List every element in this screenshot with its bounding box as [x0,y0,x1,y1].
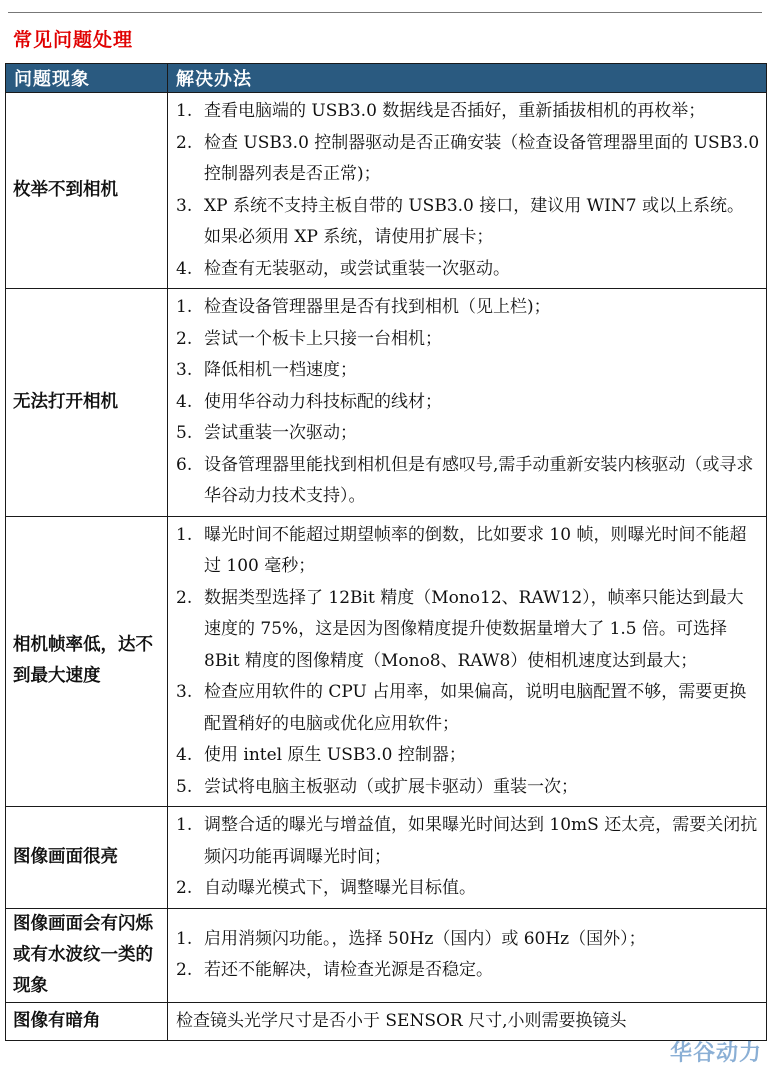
step-text: 曝光时间不能超过期望帧率的倒数，比如要求 10 帧，则曝光时间不能超过 100 毫秒； [204,524,747,576]
step-item [176,254,760,286]
step-text: 数据类型选择了 12Bit 精度（Mono12、RAW12），帧率只能达到最大速度的 75%，这是因为图像精度提升使数据量增大了 1.5 倍。可选择 8Bit 精度的图像精度（Mono8、RAW8）使相机速度达到最大； [204,587,744,671]
step-item [176,450,760,513]
step-text: 使用 intel 原生 USB3.0 控制器； [204,745,466,765]
step-text: 尝试将电脑主板驱动（或扩展卡驱动）重装一次； [204,776,578,797]
step-list [176,292,760,513]
solution-cell [168,93,767,289]
solution-cell [168,807,767,909]
solution-cell [168,289,767,517]
step-number: 1. [176,297,193,317]
solution-cell [168,908,767,1002]
step-item [176,128,760,191]
faq-table [5,63,767,1041]
step-number: 2. [176,587,193,608]
section-title: 常见问题处理 [13,29,134,51]
table-header-row [6,64,767,93]
problem-cell: 枚举不到相机 [6,93,168,289]
step-number: 5. [176,776,193,797]
step-item [176,955,760,987]
solution-cell [168,1002,767,1040]
step-number: 1. [176,101,193,121]
header-solution: 解决办法 [168,64,767,93]
step-number: 2. [176,132,193,153]
step-text: 检查设备管理器里是否有找到相机（见上栏)； [204,297,551,317]
step-text: 降低相机一档速度； [204,360,357,380]
step-item [176,418,760,450]
step-text: 启用消频闪功能。，选择 50Hz（国内）或 60Hz（国外）； [204,928,646,949]
step-number: 4. [176,258,193,279]
step-item [176,873,760,905]
step-number: 1. [176,928,193,949]
table-row [6,289,767,517]
step-item [176,810,760,873]
table-row [6,93,767,289]
step-text: 若还不能解决，请检查光源是否稳定。 [204,960,493,980]
step-number: 2. [176,328,193,349]
problem-cell: 图像有暗角 [6,1002,168,1040]
step-list [176,520,760,804]
step-number: 3. [176,682,193,702]
step-item [176,740,760,772]
step-item [176,772,760,804]
table-row [6,1002,767,1040]
step-item [176,292,760,324]
step-item [176,677,760,740]
step-number: 1. [176,815,193,835]
table-row [6,908,767,1002]
problem-cell: 无法打开相机 [6,289,168,517]
step-text: 自动曝光模式下，调整曝光目标值。 [204,878,476,898]
step-text: 检查应用软件的 CPU 占用率，如果偏高，说明电脑配置不够，需要更换配置稍好的电脑或优化应用软件； [204,682,747,734]
step-number: 4. [176,745,193,765]
step-text: 使用华谷动力科技标配的线材； [204,391,442,412]
brand-watermark: 华谷动力 [669,1041,762,1066]
step-number: 2. [176,878,193,898]
step-list [176,924,760,987]
step-text: 查看电脑端的 USB3.0 数据线是否插好，重新插拔相机的再枚举； [204,101,706,121]
top-divider [8,12,762,13]
table-row [6,807,767,909]
step-text: 尝试重装一次驱动； [204,423,357,443]
step-number: 4. [176,391,193,412]
step-number: 6. [176,454,193,475]
step-list [176,810,760,905]
step-item [176,520,760,583]
step-item [176,96,760,128]
step-item [176,191,760,254]
problem-cell: 图像画面会有闪烁或有水波纹一类的现象 [6,908,168,1002]
step-number: 3. [176,195,193,216]
step-text: 尝试一个板卡上只接一台相机； [204,328,442,349]
step-item [176,355,760,387]
step-number: 1. [176,524,193,545]
step-text: 检查有无装驱动，或尝试重装一次驱动。 [204,258,510,279]
step-list [176,96,760,285]
step-text: XP 系统不支持主板自带的 USB3.0 接口，建议用 WIN7 或以上系统。如果必须用 XP 系统，请使用扩展卡； [204,195,744,247]
solution-cell [168,516,767,807]
step-item [176,924,760,956]
problem-cell: 图像画面很亮 [6,807,168,909]
step-text: 检查 USB3.0 控制器驱动是否正确安装（检查设备管理器里面的 USB3.0 控制器列表是否正常)； [204,132,760,184]
solution-text: 检查镜头光学尺寸是否小于 SENSOR 尺寸,小则需要换镜头 [176,1010,627,1031]
step-text: 调整合适的曝光与增益值，如果曝光时间达到 10mS 还太亮，需要关闭抗频闪功能再调曝光时间； [204,815,758,867]
step-number: 2. [176,960,193,980]
step-item [176,387,760,419]
step-number: 5. [176,423,193,443]
header-problem: 问题现象 [6,64,168,93]
step-number: 3. [176,360,193,380]
step-item [176,583,760,678]
table-row [6,516,767,807]
step-item [176,324,760,356]
problem-cell: 相机帧率低，达不到最大速度 [6,516,168,807]
step-text: 设备管理器里能找到相机但是有感叹号,需手动重新安装内核驱动（或寻求华谷动力技术支持）。 [204,454,754,506]
